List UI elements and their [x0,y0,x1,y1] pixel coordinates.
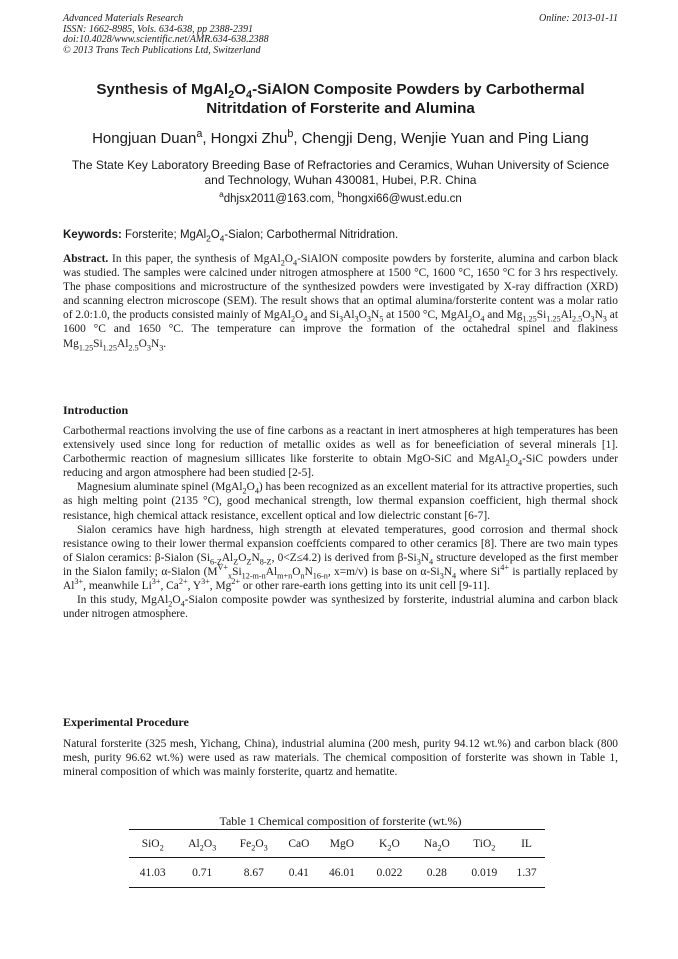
author-list: Hongjuan Duan$^a$, Hongxi Zhu$^b$, Chengji Deng, Wenjie Yuan and Ping Liang [92,128,589,147]
paper-title: Synthesis of $MgAl_2O_4$-SiAlON Composite Powders by Carbothermal Nitritdation of Forsterite and Alumina [96,81,585,117]
doi-line: doi:10.4028/www.scientific.net/AMR.634-638.2388 [63,34,269,45]
experimental-heading: Experimental Procedure [63,715,189,729]
intro-paragraph-2: Magnesium aluminate spinel $(MgAl_2O_4)$ has been recognized as an excellent material for its attractive properties, such as high melting point (2135 °C), good mechanical strength, low thermal expansion coefficient, high thermal shock resistance, high chemical attack resistance, excellent optical and low dielectric constant [6-7]. [63,481,618,522]
composition-table [129,829,545,888]
col-fe2o3: $Fe_2O_3$ [228,830,280,858]
col-cao: CaO [280,830,319,858]
author-emails: $^a$dhjsx2011@163.com, $^b$hongxi66@wust.edu.cn [219,190,462,205]
table-row [129,858,545,888]
cell-il: 1.37 [508,858,545,888]
col-tio2: TiO$_2$ [461,830,508,858]
col-k2o: $K_2O$ [366,830,413,858]
cell-cao: 0.41 [280,858,319,888]
abstract: Abstract. In this paper, the synthesis of $MgAl_2O_4$-SiAlON composite powders by forsterite, alumina and carbon black was studied. The samples were calcined under nitrogen atmosphere at 1500 °C, 1600 °C, 1650 °C for 3 hrs respectively. The phase compositions and microstructure of the synthesized powders were investigated by X-ray diffraction (XRD) and scanning electron microscope (SEM). The result shows that an optimal alumina/forsterite content was a molar ratio of 2.0:1.0, the products consisted mainly of $MgAl_2O_4$ and $Si_3Al_3O_3N_5$ at 1500 °C, $MgAl_2O_4$ and $Mg_{1.25}Si_{1.25}Al_{2.5}O_3N_3$ at 1600 °C and 1650 °C. The temperature can improve the formation of the octahedral spinel and flakiness $Mg_{1.25}Si_{1.25}Al_{2.5}O_3N_3$. [63,253,618,352]
keywords-label: Keywords: [63,229,122,241]
intro-paragraph-4: In this study, $MgAl_2O_4$-Sialon composite powder was synthesized by forsterite, industrial alumina and carbon black under nitrogen atmosphere. [63,594,618,621]
experimental-body [63,737,618,779]
cell-sio2: 41.03 [129,858,176,888]
keywords: Keywords: Forsterite; $MgAl_2O_4$-Sialon; Carbothermal Nitridration. [63,229,399,244]
cell-tio2: 0.019 [461,858,508,888]
issn-line: ISSN: 1662-8985, Vols. 634-638, pp 2388-2391 [63,23,253,35]
affiliation: The State Key Laboratory Breeding Base of Refractories and Ceramics, Wuhan University of Science and Technology, Wuhan 430081, Hubei, P.R. China [71,158,610,187]
cell-mgo: 46.01 [318,858,365,888]
experimental-paragraph-1: Natural forsterite (325 mesh, Yichang, China), industrial alumina (200 mesh, purity 94.12 wt.%) and carbon black (800 mesh, purity 96.62 wt.%) were used as raw materials. The chemical composition of forsterite was shown in Table 1, mineral composition of which was mainly forsterite, quartz and hematite. [63,738,618,779]
table-header-row [129,830,545,858]
table-caption: Table 1 Chemical composition of forsterite (wt.%) [219,814,462,828]
abstract-label: Abstract. [63,253,109,265]
introduction-body [63,424,618,621]
col-al2o3: $Al_2O_3$ [176,830,228,858]
cell-fe2o3: 8.67 [228,858,280,888]
introduction-heading: Introduction [63,403,129,417]
cell-na2o: 0.28 [413,858,460,888]
running-header [63,14,618,56]
online-date: Online: 2013-01-11 [539,13,618,24]
col-il: IL [508,830,545,858]
copyright-line: © 2013 Trans Tech Publications Ltd, Switzerland [63,44,261,56]
cell-k2o: 0.022 [366,858,413,888]
col-mgo: MgO [318,830,365,858]
cell-al2o3: 0.71 [176,858,228,888]
col-na2o: $Na_2O$ [413,830,460,858]
col-sio2: SiO$_2$ [129,830,176,858]
journal-name: Advanced Materials Research [63,13,184,24]
intro-paragraph-3: Sialon ceramics have high hardness, high strength at elevated temperatures, good corrosion and thermal shock resistance owing to their lower thermal expansion coeffcients compared to other ceramics [8]. There are two main types of Sialon ceramics: β-Sialon ($Si_{6-Z}Al_ZO_ZN_{8-Z}$, 0<Z≤4.2) is derived from $\beta-Si_3N_4$ structure developed as the first member in the Sialon family; α-Sialon ($M^{V+}_xSi_{12-m-n}Al_{m+n}O_nN_{16-n}$, x=m/v) is base on $\alpha-Si_3N_4$ where $Si^{4+}$ is partially replaced by $Al^{3+}$, meanwhile $Li^{3+}$, $Ca^{2+}$, $Y^{3+}$, $Mg^{2+}$ or other rare-earth ions getting into its unit cell [9-11]. [63,523,618,593]
intro-paragraph-1: Carbothermal reactions involving the use of fine carbons as a reactant in inert atmospheres at high temperatures has been extensively used since long for reduction of metallic oxides as well as for beneeficiation of several minerals [1]. Carbothermic reaction of magnesium sillicates like forsterite to obtain MgO-SiC and $MgAl_2O_4$-SiC powders under reducing and argon atmosphere had been studied [2-5]. [63,425,618,480]
